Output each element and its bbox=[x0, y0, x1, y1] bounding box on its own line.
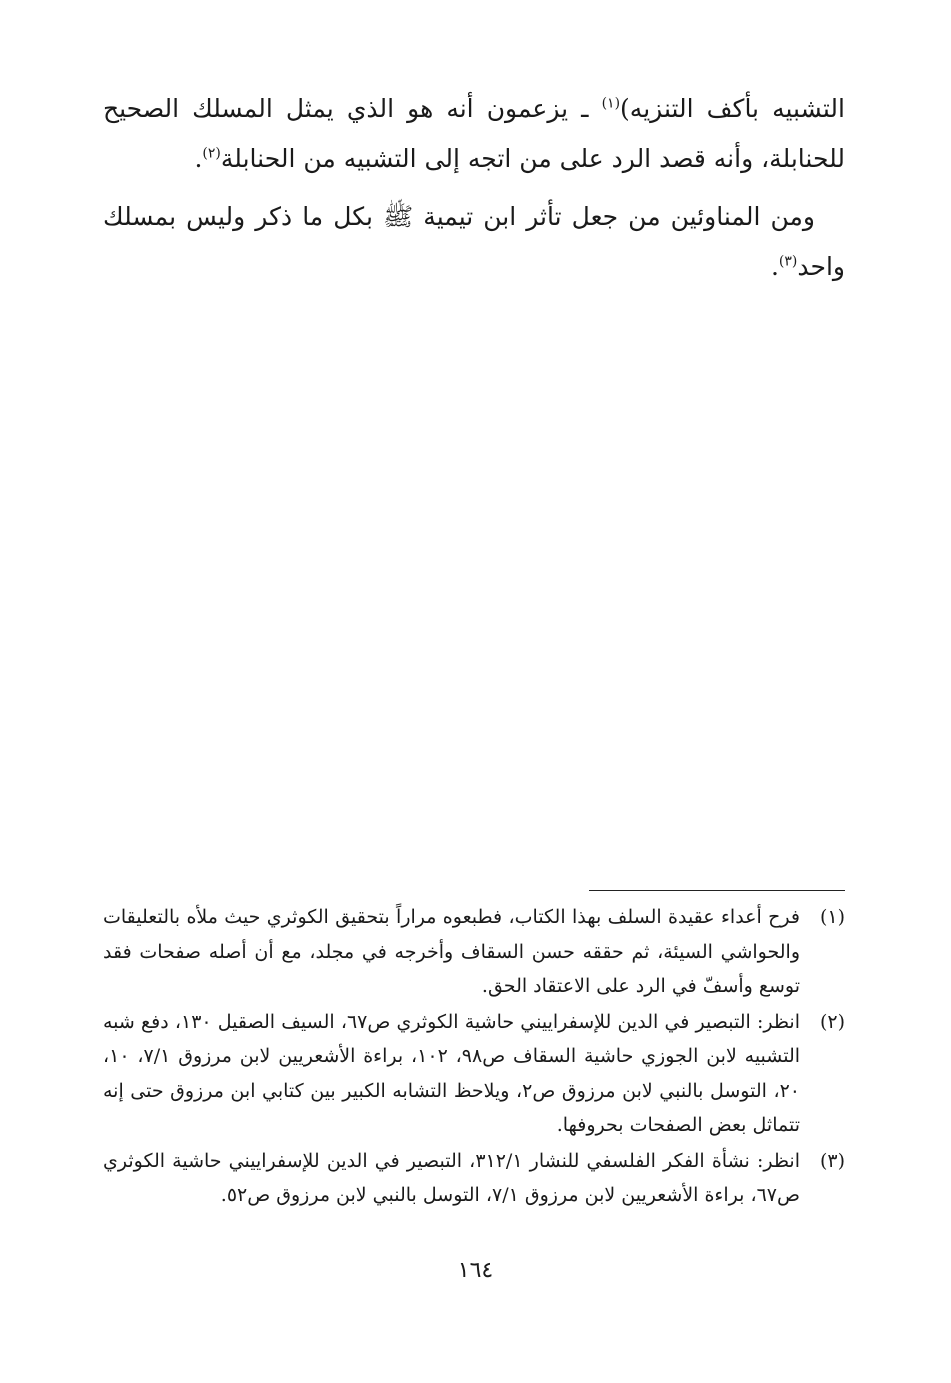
footnote-1 bbox=[103, 900, 845, 1004]
footnote-3 bbox=[103, 1144, 845, 1213]
footnote-reference-1[interactable]: (١) bbox=[601, 95, 621, 112]
footnote-reference-3[interactable]: (٣) bbox=[778, 253, 798, 270]
footnote-text: فرح أعداء عقيدة السلف بهذا الكتاب، فطبعوه مراراً بتحقيق الكوثري حيث ملأه بالتعليقات والحواشي السيئة، ثم حققه حسن السقاف وأخرجه في مجلد، مع أن أصله صفحات فقد توسع وأسفّ في الرد على الاعتقاد الحق. bbox=[103, 906, 800, 997]
footnote-number: (١) bbox=[819, 906, 845, 928]
paragraph-text: ـ يزعمون أنه هو الذي يمثل المسلك الصحيح للحنابلة، وأنه قصد الرد على من اتجه إلى التشبيه من الحنابلة bbox=[103, 94, 845, 173]
footnote-2 bbox=[103, 1005, 845, 1143]
footnote-number: (٣) bbox=[819, 1149, 845, 1172]
paragraph-text: . bbox=[194, 144, 203, 173]
footnote-text: انظر: نشأة الفكر الفلسفي للنشار ٣١٢/١، التبصير في الدين للإسفراييني حاشية الكوثري ص٦٧، براءة الأشعريين لابن مرزوق ٧/١، التوسل بالنبي لابن مرزوق ص٥٢. bbox=[103, 1149, 801, 1206]
paragraph-text: ومن المناوئين من جعل تأثر ابن تيمية ﷺ بكل ما ذكر وليس بمسلك واحد bbox=[103, 202, 845, 281]
paragraph-1 bbox=[103, 84, 845, 184]
paragraph-text: . bbox=[770, 252, 779, 281]
footnotes bbox=[103, 900, 845, 1213]
footnote-text: انظر: التبصير في الدين للإسفراييني حاشية الكوثري ص٦٧، السيف الصقيل ١٣٠، دفع شبه التشبيه لابن الجوزي حاشية السقاف ص٩٨، ١٠٢، براءة الأشعريين لابن مرزوق ٧/١، ١٠، ٢٠، التوسل بالنبي لابن مرزوق ص٢، ويلاحظ التشابه الكبير بين كتابي ابن مرزوق حتى إنه تتماثل بعض الصفحات بحروفها. bbox=[103, 1010, 801, 1136]
paragraph-text: التشبيه بأكف التنزيه) bbox=[620, 94, 845, 123]
main-text bbox=[103, 84, 845, 292]
footnote-separator bbox=[589, 890, 845, 891]
footnote-number: (٢) bbox=[819, 1010, 845, 1033]
footnote-reference-2[interactable]: (٢) bbox=[202, 145, 221, 162]
page-number: ١٦٤ bbox=[457, 1258, 494, 1283]
paragraph-2 bbox=[103, 192, 845, 292]
